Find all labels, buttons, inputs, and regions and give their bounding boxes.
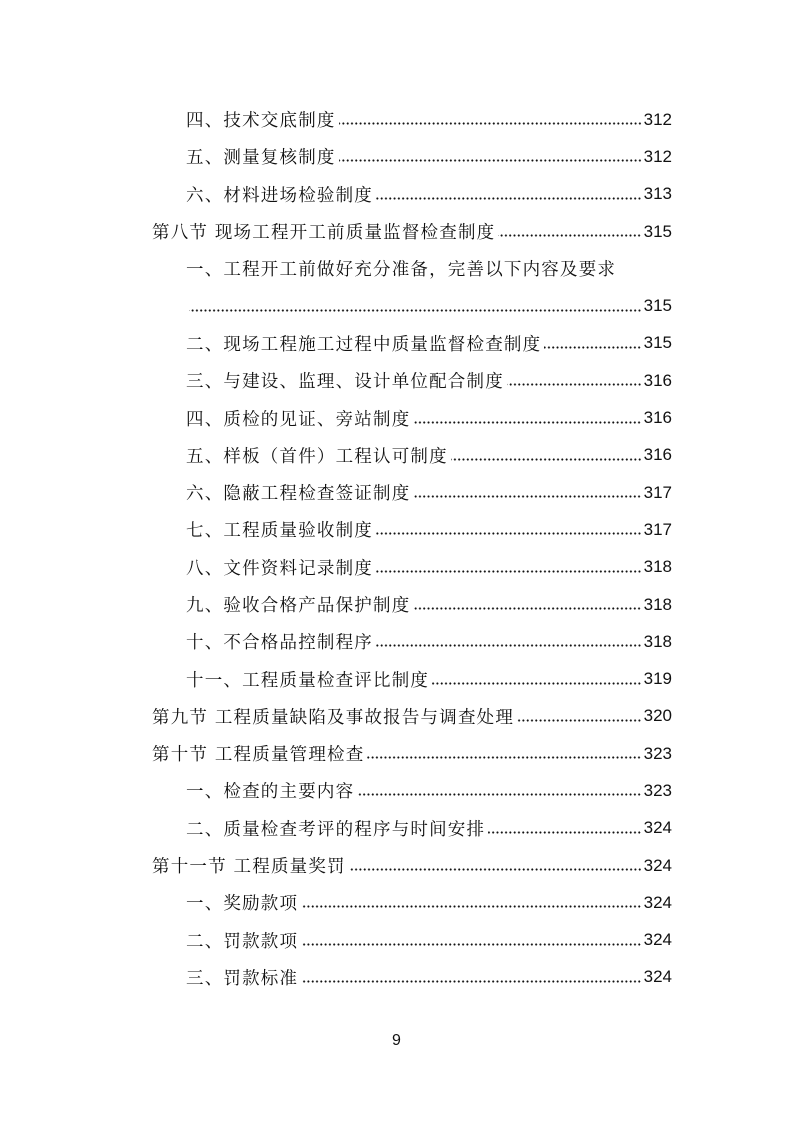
toc-subsection-entry[interactable]	[152, 250, 672, 287]
toc-entry-title: 六、隐蔽工程检查签证制度	[186, 484, 411, 505]
toc-entry-title: 第八节 现场工程开工前质量监督检查制度	[152, 223, 496, 244]
toc-subsection-entry[interactable]	[152, 810, 672, 847]
dot-leader	[376, 570, 642, 573]
dot-leader	[544, 346, 641, 349]
toc-entry-page-number: 324	[643, 855, 672, 875]
toc-section-entry[interactable]	[152, 213, 672, 250]
toc-subsection-entry[interactable]	[152, 884, 672, 921]
toc-entry-page-number: 313	[643, 184, 672, 204]
dot-leader	[357, 793, 641, 796]
toc-section-entry[interactable]	[152, 847, 672, 884]
toc-entry-page-number: 318	[643, 631, 672, 651]
toc-section-entry[interactable]	[152, 698, 672, 735]
toc-entry-page-number: 324	[643, 818, 672, 838]
dot-leader	[413, 421, 641, 424]
toc-entry-title: 二、罚款款项	[186, 931, 299, 952]
toc-entry-title: 三、罚款标准	[186, 968, 299, 989]
dot-leader	[488, 831, 641, 834]
toc-subsection-entry[interactable]	[152, 437, 672, 474]
toc-entry-page-number: 316	[643, 445, 672, 465]
toc-entry-page-number: 324	[643, 930, 672, 950]
toc-entry-title: 一、工程开工前做好充分准备，完善以下内容及要求	[186, 260, 617, 281]
toc-subsection-entry[interactable]	[152, 362, 672, 399]
dot-leader	[367, 756, 641, 759]
toc-entry-page-number: 319	[643, 669, 672, 689]
toc-entry-title: 六、材料进场检验制度	[186, 185, 373, 206]
toc-entry-title: 第九节 工程质量缺陷及事故报告与调查处理	[152, 707, 515, 728]
toc-subsection-entry[interactable]	[152, 101, 672, 138]
toc-entry-page-number: 320	[643, 706, 672, 726]
toc-entry-title: 三、与建设、监理、设计单位配合制度	[186, 372, 504, 393]
table-of-contents	[152, 101, 672, 996]
toc-subsection-entry[interactable]	[152, 474, 672, 511]
toc-entry-page-number: 323	[643, 743, 672, 763]
toc-entry-title: 十一、工程质量检查评比制度	[186, 670, 430, 691]
toc-entry-title: 七、工程质量验收制度	[186, 521, 373, 542]
toc-entry-title: 十、不合格品控制程序	[186, 633, 373, 654]
toc-entry-page-number: 318	[643, 594, 672, 614]
dot-leader	[498, 234, 641, 237]
toc-entry-page-number: 316	[643, 408, 672, 428]
toc-entry-page-number: 317	[643, 519, 672, 539]
toc-subsection-entry[interactable]	[152, 586, 672, 623]
toc-subsection-entry[interactable]	[152, 549, 672, 586]
toc-subsection-entry[interactable]	[152, 325, 672, 362]
toc-entry-page-number: 312	[643, 109, 672, 129]
toc-subsection-entry[interactable]	[152, 623, 672, 660]
toc-subsection-entry[interactable]	[152, 772, 672, 809]
dot-leader	[339, 122, 642, 125]
dot-leader	[432, 682, 642, 685]
dot-leader	[413, 607, 641, 610]
dot-leader	[376, 197, 642, 200]
toc-entry-title: 五、测量复核制度	[186, 148, 336, 169]
dot-leader	[301, 905, 641, 908]
toc-entry-page-number: 317	[643, 482, 672, 502]
dot-leader	[376, 644, 642, 647]
toc-subsection-entry[interactable]	[152, 399, 672, 436]
toc-subsection-entry[interactable]	[152, 959, 672, 996]
page-number: 9	[392, 1032, 401, 1049]
toc-entry-page-number: 315	[643, 221, 672, 241]
dot-leader	[339, 159, 642, 162]
dot-leader	[451, 458, 642, 461]
toc-entry-page-number: 315	[643, 296, 672, 316]
toc-entry-title: 一、奖励款项	[186, 894, 299, 915]
toc-entry-page-number: 323	[643, 780, 672, 800]
dot-leader	[376, 532, 642, 535]
toc-entry-title: 第十一节 工程质量奖罚	[152, 857, 346, 878]
dot-leader	[301, 980, 641, 983]
dot-leader	[301, 943, 641, 946]
toc-entry-title: 二、现场工程施工过程中质量监督检查制度	[186, 334, 542, 355]
toc-entry-title: 二、质量检查考评的程序与时间安排	[186, 819, 486, 840]
dot-leader	[413, 495, 641, 498]
dot-leader	[517, 719, 642, 722]
toc-entry-title: 九、验收合格产品保护制度	[186, 596, 411, 616]
toc-entry-title: 八、文件资料记录制度	[186, 558, 373, 579]
toc-entry-page-number: 318	[643, 557, 672, 577]
toc-entry-page-number: 316	[643, 370, 672, 390]
dot-leader	[507, 383, 642, 386]
toc-subsection-entry[interactable]	[152, 287, 672, 324]
toc-subsection-entry[interactable]	[152, 176, 672, 213]
toc-entry-page-number: 324	[643, 967, 672, 987]
toc-subsection-entry[interactable]	[152, 922, 672, 959]
toc-entry-page-number: 324	[643, 892, 672, 912]
toc-section-entry[interactable]	[152, 735, 672, 772]
toc-entry-title: 一、检查的主要内容	[186, 782, 355, 803]
toc-entry-page-number: 312	[643, 146, 672, 166]
toc-entry-page-number: 315	[643, 333, 672, 353]
toc-entry-title: 五、样板（首件）工程认可制度	[186, 446, 448, 467]
toc-entry-title: 四、技术交底制度	[186, 111, 336, 132]
toc-subsection-entry[interactable]	[152, 138, 672, 175]
toc-subsection-entry[interactable]	[152, 660, 672, 697]
toc-entry-title: 第十节 工程质量管理检查	[152, 745, 365, 766]
dot-leader	[349, 868, 642, 871]
dot-leader	[189, 309, 642, 312]
toc-subsection-entry[interactable]	[152, 511, 672, 548]
toc-entry-title: 四、质检的见证、旁站制度	[186, 409, 411, 430]
